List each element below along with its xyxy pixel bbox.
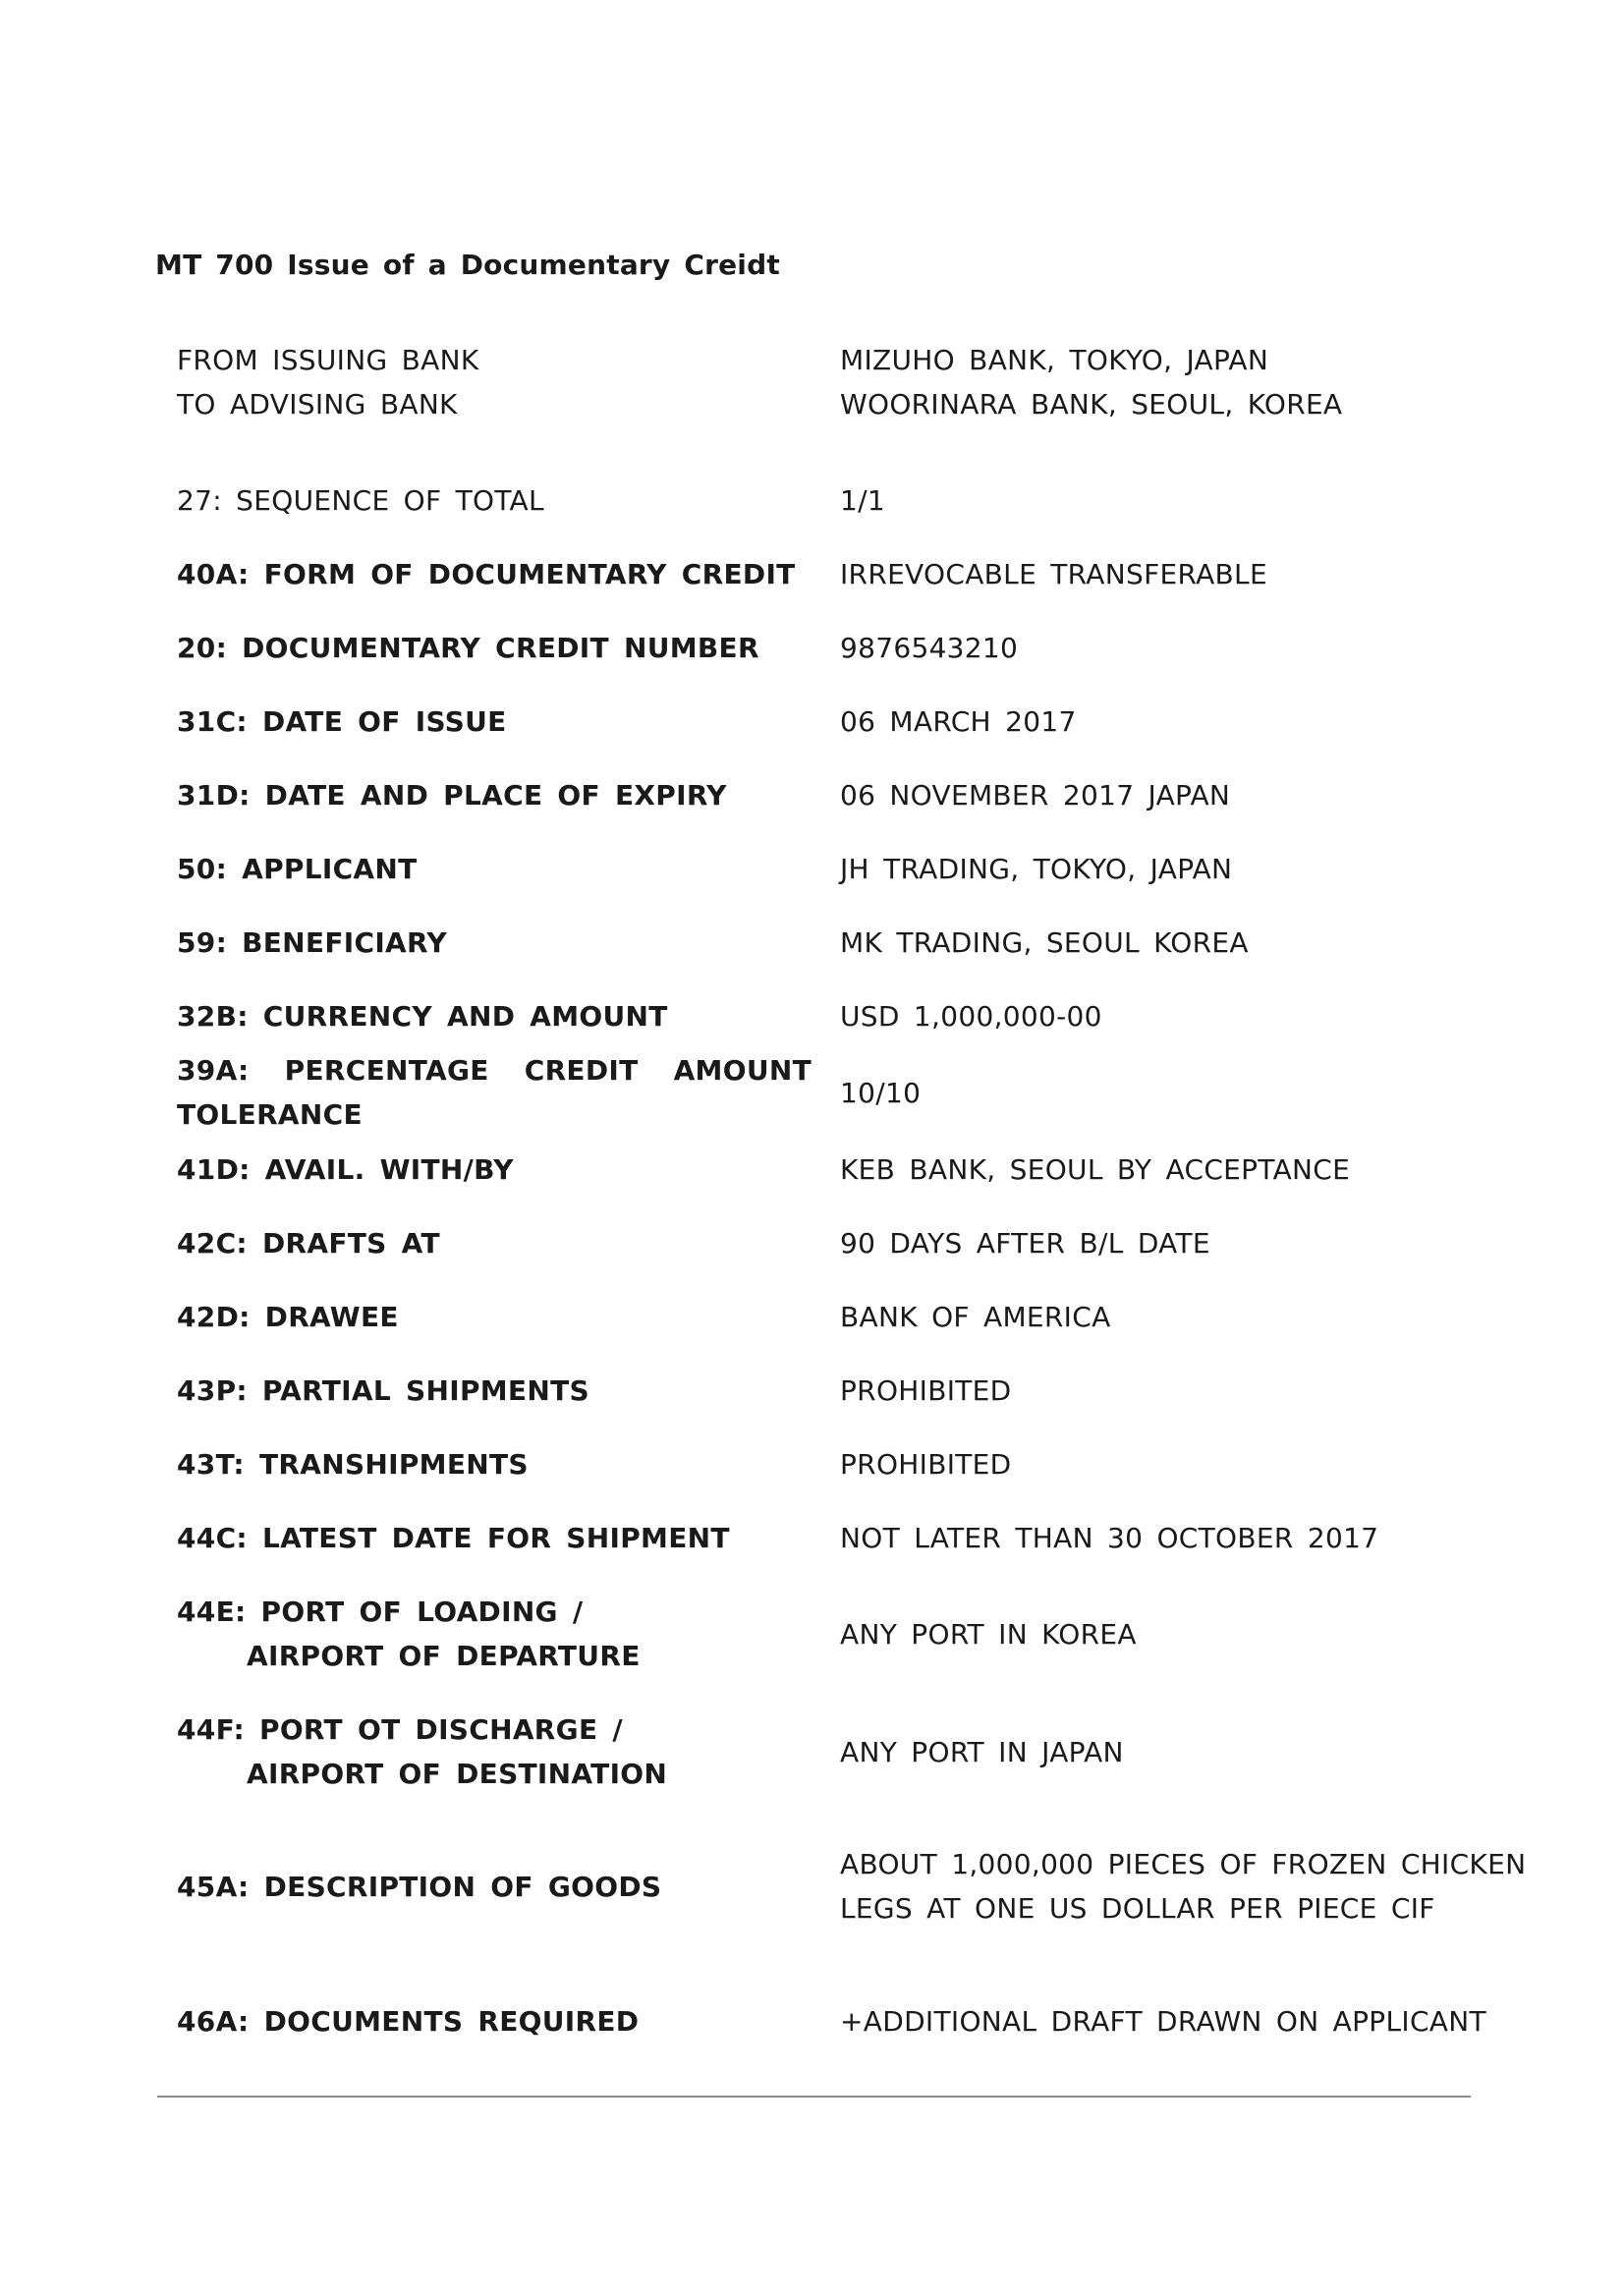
field-41d-value: KEB BANK, SEOUL BY ACCEPTANCE (840, 1153, 1351, 1186)
field-39a-label-line1 (177, 1048, 812, 1092)
field-45a-value-line2: LEGS AT ONE US DOLLAR PER PIECE CIF (840, 1892, 1435, 1925)
field-44c-label: 44C: LATEST DATE FOR SHIPMENT (177, 1522, 730, 1554)
field-20-label: 20: DOCUMENTARY CREDIT NUMBER (177, 632, 759, 664)
field-20-value: 9876543210 (840, 632, 1019, 664)
field-59-label: 59: BENEFICIARY (177, 926, 447, 959)
from-issuing-bank-label: FROM ISSUING BANK (177, 344, 479, 376)
field-42c-value: 90 DAYS AFTER B/L DATE (840, 1227, 1210, 1260)
field-44f-label-line1: 44F: PORT OT DISCHARGE / (177, 1713, 623, 1746)
field-31c-label: 31C: DATE OF ISSUE (177, 705, 507, 738)
field-32b-value: USD 1,000,000-00 (840, 1000, 1102, 1033)
field-39a-label-word: PERCENTAGE (284, 1054, 489, 1087)
field-44e-label-line2: AIRPORT OF DEPARTURE (247, 1640, 641, 1672)
field-39a-value: 10/10 (840, 1077, 922, 1109)
field-31d-label: 31D: DATE AND PLACE OF EXPIRY (177, 779, 727, 812)
field-43t-label: 43T: TRANSHIPMENTS (177, 1448, 529, 1481)
field-41d-label: 41D: AVAIL. WITH/BY (177, 1153, 514, 1186)
field-27-label: 27: SEQUENCE OF TOTAL (177, 484, 544, 517)
field-43t-value: PROHIBITED (840, 1448, 1012, 1481)
field-45a-value-line1: ABOUT 1,000,000 PIECES OF FROZEN CHICKEN (840, 1848, 1527, 1880)
bottom-divider (157, 2096, 1471, 2098)
field-44e-label-line1: 44E: PORT OF LOADING / (177, 1596, 584, 1628)
document-title: MT 700 Issue of a Documentary Creidt (155, 249, 780, 281)
field-46a-value: +ADDITIONAL DRAFT DRAWN ON APPLICANT (840, 2005, 1486, 2038)
field-31c-value: 06 MARCH 2017 (840, 705, 1077, 738)
field-42c-label: 42C: DRAFTS AT (177, 1227, 440, 1260)
field-59-value: MK TRADING, SEOUL KOREA (840, 926, 1249, 959)
field-39a-label-word: AMOUNT (673, 1054, 812, 1087)
field-43p-value: PROHIBITED (840, 1374, 1012, 1407)
field-31d-value: 06 NOVEMBER 2017 JAPAN (840, 779, 1231, 812)
field-40a-value: IRREVOCABLE TRANSFERABLE (840, 558, 1267, 590)
field-32b-label: 32B: CURRENCY AND AMOUNT (177, 1000, 668, 1033)
to-advising-bank-value: WOORINARA BANK, SEOUL, KOREA (840, 388, 1343, 420)
field-44f-label-line2: AIRPORT OF DESTINATION (247, 1758, 668, 1790)
field-50-label: 50: APPLICANT (177, 853, 418, 885)
field-39a-label-word: 39A: (177, 1054, 250, 1087)
from-issuing-bank-value: MIZUHO BANK, TOKYO, JAPAN (840, 344, 1269, 376)
field-44c-value: NOT LATER THAN 30 OCTOBER 2017 (840, 1522, 1379, 1554)
field-40a-label: 40A: FORM OF DOCUMENTARY CREDIT (177, 558, 796, 590)
field-46a-label: 46A: DOCUMENTS REQUIRED (177, 2005, 640, 2038)
field-27-value: 1/1 (840, 484, 885, 517)
field-42d-label: 42D: DRAWEE (177, 1301, 399, 1333)
field-50-value: JH TRADING, TOKYO, JAPAN (840, 853, 1233, 885)
field-44e-value: ANY PORT IN KOREA (840, 1618, 1137, 1651)
field-43p-label: 43P: PARTIAL SHIPMENTS (177, 1374, 589, 1407)
field-39a-label-word: CREDIT (524, 1054, 639, 1087)
field-42d-value: BANK OF AMERICA (840, 1301, 1111, 1333)
field-44f-value: ANY PORT IN JAPAN (840, 1736, 1124, 1768)
field-45a-label: 45A: DESCRIPTION OF GOODS (177, 1871, 662, 1903)
field-39a-label-line2: TOLERANCE (177, 1098, 363, 1131)
to-advising-bank-label: TO ADVISING BANK (177, 388, 458, 420)
